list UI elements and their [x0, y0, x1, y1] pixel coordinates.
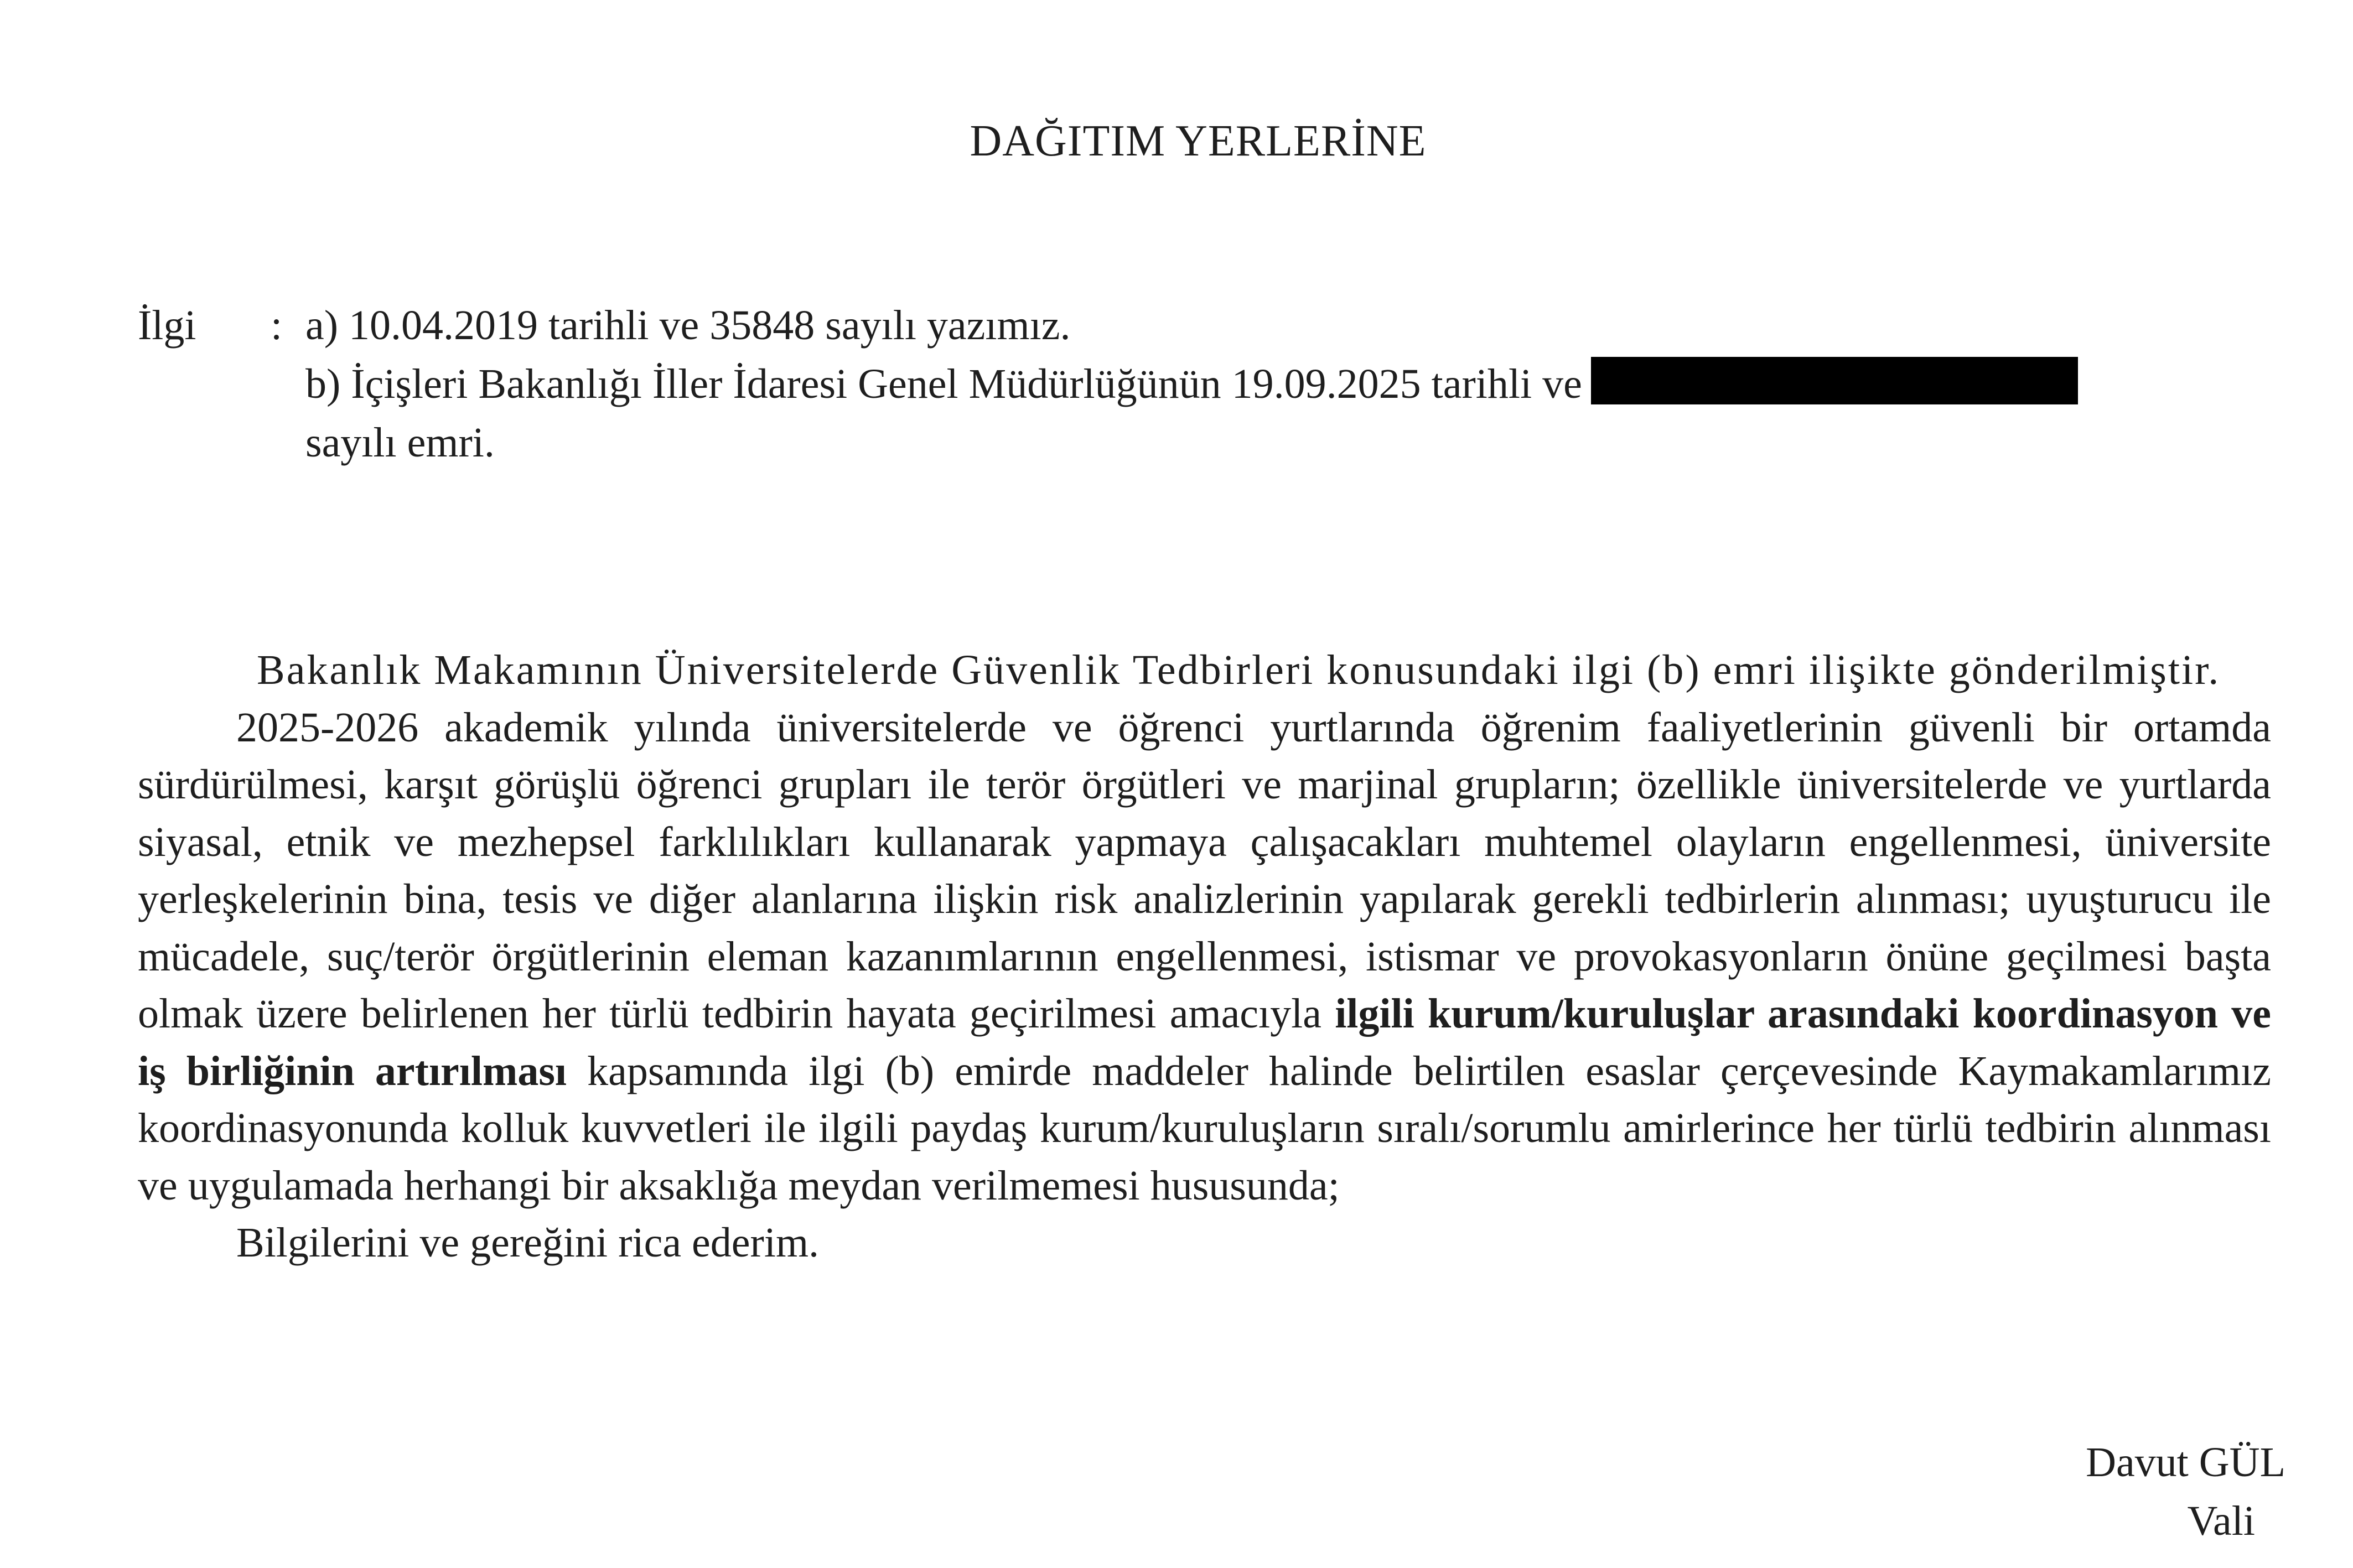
body-paragraph-2-text-a: 2025-2026 akademik yılında üniversitelerde ve öğrenci yurtlarında öğrenim faaliyetlerinin güvenli bir ortamda sürdürülmesi, karşıt görüşlü öğrenci grupları ile terör örgütleri ve marjinal grupların; özellikle üniversitelerde ve yurtlarda siyasal, etnik ve mezhepsel farklılıkları kullanarak yapmaya çalışacakları muhtemel olayların engellenmesi, üniversite yerleşkelerinin bina, tesis ve diğer alanlarına ilişkin risk analizlerinin yapılarak gerekli tedbirlerin alınması; uyuşturucu ile mücadele, suç/terör örgütlerinin eleman kazanımlarının engellenmesi, istismar ve provokasyonların önüne geçilmesi başta olmak üzere belirlenen her türlü tedbirin hayata geçirilmesi amacıyla — [138, 704, 2271, 1037]
signatory-title: Vali — [2187, 1498, 2255, 1544]
redaction-bar — [1591, 357, 2078, 404]
signatory-name: Davut GÜL — [2086, 1439, 2285, 1486]
body-paragraph-2-text-b: kapsamında ilgi (b) emirde maddeler halinde belirtilen esaslar çerçevesinde Kaymakamlarımız koordinasyonunda kolluk kuvvetleri ile ilgili paydaş kurum/kuruluşların sıralı/sorumlu amirlerince her türlü tedbirin alınması ve uygulamada herhangi bir aksaklığa meydan verilmemesi hususunda; — [138, 1047, 2272, 1209]
body-paragraph-1: Bakanlık Makamının Üniversitelerde Güvenlik Tedbirleri konusundaki ilgi (b) emri ilişikte gönderilmiştir. — [257, 647, 2221, 693]
distribution-heading: DAĞITIM YERLERİNE — [970, 117, 1427, 165]
signature-block — [1965, 1433, 2285, 1550]
reference-items — [305, 296, 2353, 472]
body-paragraph-2-bold: ilgili kurum/kuruluşlar arasındaki koordinasyon ve iş birliğinin artırılması — [138, 990, 2271, 1094]
letter-body — [138, 642, 2271, 1272]
reference-item-a: a) 10.04.2019 tarihli ve 35848 sayılı yazımız. — [305, 302, 1071, 349]
body-paragraph-2 — [138, 699, 2271, 1215]
reference-item-b-text: b) İçişleri Bakanlığı İller İdaresi Genel Müdürlüğünün 19.09.2025 tarihli ve — [305, 361, 1582, 407]
reference-label: İlgi — [138, 302, 196, 349]
reference-item-b-continuation: sayılı emri. — [305, 419, 495, 466]
reference-separator: : — [271, 302, 283, 349]
reference-item-b — [305, 355, 2353, 413]
body-paragraph-3: Bilgilerini ve gereğini rica ederim. — [236, 1219, 820, 1266]
